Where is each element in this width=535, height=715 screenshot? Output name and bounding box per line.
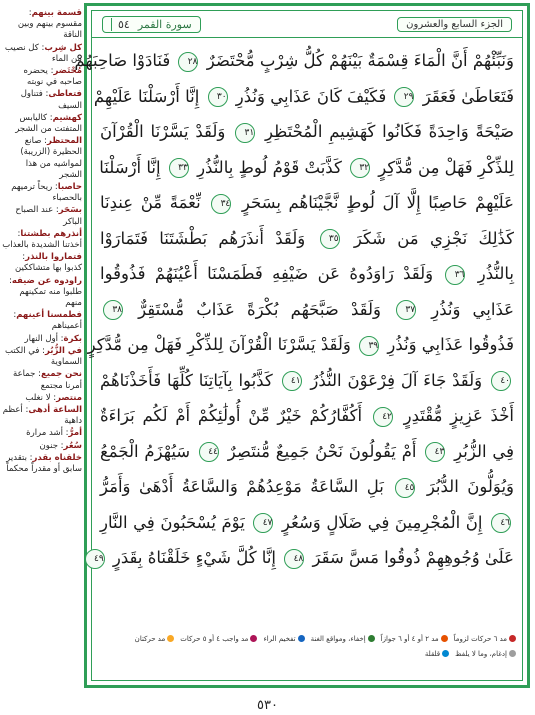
gloss-meaning: : أخذتنا الشديدة بالعذاب [2,228,82,251]
gloss-word: فتعاطى [48,89,82,100]
margin-gloss [2,43,82,65]
legend-label: مد واجب ٤ أو ٥ حركات [180,634,249,643]
ayah-number-marker: ٤٢ [373,407,393,427]
gloss-meaning: : بتقدير سابق أو مقدراً محكماً [6,452,82,474]
margin-gloss [2,393,82,404]
margin-gloss [2,405,82,427]
margin-gloss [2,205,82,227]
gloss-meaning: : طلبوا منه تمكينهم منهم [9,275,82,309]
gloss-word: فطمسنا أعينهم [16,310,82,321]
gloss-meaning: : في الكتب السماوية [5,345,82,368]
text-line [100,398,514,434]
gloss-meaning: : أعميناهم [13,310,82,332]
verse-text: وَلَقَدْ يَسَّرْنَا الْقُرْآنَ لِلذِّكْرِ فَهَلْ مِن مُّدَّكِرٍ [87,335,351,354]
legend-label: قلقلة [424,649,441,658]
quran-text [74,43,515,626]
verse-text: عَلَىٰ وُجُوهِهِمْ ذُوقُوا مَسَّ سَقَرَ [307,548,514,567]
verse-text: وَلَقَدْ يَسَّرْنَا الْقُرْآنَ [100,122,226,141]
verse-text: أَمْ يَقُولُونَ نَحْنُ جَمِيعٌ مُّنتَصِرٌ [221,441,417,461]
verse-text: فَذُوقُوا عَذَابِي وَنُذُرِ [382,335,514,354]
text-line [100,256,514,292]
verse-text: إِنَّا أَرْسَلْنَا عَلَيْهِمْ [93,86,200,106]
text-line [94,540,514,576]
gloss-meaning: : يحضره صاحبه في نوبته [23,66,82,88]
legend-item [455,650,516,658]
verse-text: فِي الزُّبُرِ [448,441,515,461]
gloss-word: فتماروا بالنذر [25,252,82,263]
legend-label: إدغام، وما لا يلفظ [455,649,507,658]
ayah-number-marker: ٣٩ [359,336,379,356]
verse-text: كَذَّبَتْ قَوْمُ لُوطٍ بِالنُّذُرِ [191,157,342,177]
legend-item [180,635,257,643]
ayah-number-marker: ٣٦ [445,265,465,285]
gloss-word: حاصبا [57,182,82,193]
verse-text: وَلَقَدْ أَنذَرَهُم بَطْشَتَنَا فَتَمَارَوْا [100,228,306,248]
margin-gloss [2,113,82,135]
margin-gloss [2,66,82,88]
tajweed-legend [98,634,516,658]
text-line [100,469,514,505]
gloss-meaning: : كذبوا بها متشاككين [15,252,82,274]
legend-color-dot [509,635,516,642]
ayah-number-marker: ٤٤ [199,442,219,462]
text-line [74,43,514,79]
verse-text: يَوْمَ يُسْحَبُونَ فِي النَّارِ [100,512,245,532]
text-line [100,363,514,399]
gloss-word: خلقناه بقدر [32,452,82,463]
verse-text: نِّعْمَةً مِّنْ عِندِنَا [100,193,201,212]
margin-gloss [2,276,82,310]
margin-gloss [2,252,82,274]
verse-text: وَلَقَدْ رَاوَدُوهُ عَن ضَيْفِهِ فَطَمَسْنَا أَعْيُنَهُمْ فَذُوقُوا [100,264,434,283]
ayah-number-marker: ٤٨ [284,549,304,569]
margin-gloss [2,136,82,181]
gloss-meaning: : أعظم داهية [2,404,82,427]
margin-gloss [2,453,82,475]
gloss-word: في الزُّبُر [45,345,82,356]
verse-text: أَكُفَّارُكُمْ خَيْرٌ مِّنْ أُولَٰئِكُمْ أَمْ لَكُم بَرَاءَةٌ [100,406,363,425]
ayah-number-marker: ٣٧ [396,300,416,320]
legend-item [454,635,516,643]
verse-text: كَذَٰلِكَ نَجْزِي مَن شَكَرَ [342,228,514,248]
gloss-word: سُعُر [63,440,82,451]
margin-gloss [2,346,82,368]
ayah-number-marker: ٣١ [235,123,255,143]
text-line [93,79,514,115]
ayah-number-marker: ٤١ [282,371,302,391]
ayah-number-marker: ٢٨ [178,52,198,72]
text-line [100,292,514,328]
ayah-number-marker: ٤٠ [491,371,511,391]
verse-text: وَنَبِّئْهُمْ أَنَّ الْمَاءَ قِسْمَةٌ بَيْنَهُمْ كُلُّ شِرْبٍ مُّحْتَضَرٌ [201,51,514,70]
verse-text: عَذَابِي وَنُذُرِ [419,299,514,319]
text-line [87,327,514,363]
inner-frame [74,10,523,681]
gloss-word: مُحْتَضر [53,66,82,77]
verse-text: كَذَّبُوا بِآيَاتِنَا كُلِّهَا فَأَخَذْنَاهُمْ [100,370,273,390]
legend-label: مد حركتان [134,634,166,643]
ayah-number-marker: ٤٩ [85,549,105,569]
margin-gloss [2,182,82,204]
gloss-word: بسَحَر [58,205,82,216]
verse-text: وَيُوَلُّونَ الدُّبُرَ [418,477,515,496]
gloss-meaning: : لا نغلب [25,392,57,403]
legend-label: مد ٢ أو ٤ أو ٦ جوازاً [380,634,439,643]
gloss-meaning: : أول النهار [24,333,64,344]
margin-gloss [2,310,82,332]
legend-color-dot [167,635,174,642]
margin-gloss [2,334,82,345]
gloss-word: المحتظر [47,136,82,147]
surah-name: سورة القمر [137,17,192,31]
verse-text: صَيْحَةً وَاحِدَةً فَكَانُوا كَهَشِيمِ الْمُحْتَظِرِ [258,122,514,141]
page-frame [74,3,530,688]
gloss-word: أنذرهم بطشتنا [20,228,82,239]
page-number: ٥٣٠ [257,698,278,713]
verse-text: وَلَقَدْ جَاءَ آلَ فِرْعَوْنَ النُّذُرُ [304,370,483,390]
gloss-word: منتصر [56,392,82,403]
text-line [100,505,514,541]
legend-color-dot [442,650,449,657]
ayah-number-marker: ٣٢ [350,158,370,178]
gloss-meaning: : صانع الحظيرة (الزريبة) لمواشيه من هذا الشجر [20,136,82,180]
gloss-meaning: : فتناول السيف [20,89,82,111]
text-line [100,221,514,257]
margin-glossary [2,8,82,698]
ayah-number-marker: ٤٣ [425,442,445,462]
verse-text: إِنَّ الْمُجْرِمِينَ فِي ضَلَالٍ وَسُعُرٍ [276,512,483,532]
gloss-meaning: : جنون [39,440,64,451]
legend-color-dot [250,635,257,642]
gloss-word: كل شِرب [44,42,82,53]
verse-text: لِلذِّكْرِ فَهَلْ مِن مُّدَّكِرٍ [373,157,514,177]
verse-text: عَلَيْهِمْ حَاصِبًا إِلَّا آلَ لُوطٍ نَّجَّيْنَاهُم بِسَحَرٍ [234,193,514,212]
verse-text: وَلَقَدْ صَبَّحَهُم بُكْرَةً عَذَابٌ مُّسْتَقِرٌّ [126,299,381,319]
verse-text: سَيُهْزَمُ الْجَمْعُ [100,441,191,461]
ayah-number-marker: ٢٩ [394,87,414,107]
gloss-word: نحن جميع [40,369,82,380]
legend-item [135,635,175,643]
margin-gloss [2,369,82,391]
surah-label [102,16,201,33]
gloss-meaning: : كاليابس المتفتت من الشجر [15,112,82,135]
gloss-meaning: : عند الصباح الباكر [15,205,82,227]
text-line [100,150,514,186]
ayah-number-marker: ٣٤ [211,194,231,214]
verse-text: بِالنُّذُرِ [468,264,515,283]
verse-text: إِنَّا أَرْسَلْنَا [99,157,161,177]
verse-text: بَلِ السَّاعَةُ مَوْعِدُهُمْ وَالسَّاعَةُ أَدْهَىٰ وَأَمَرُّ [100,477,384,496]
legend-label: تفخيم الراء [263,634,296,643]
gloss-meaning: : أشد مرارة [26,428,69,439]
ayah-number-marker: ٤٧ [253,513,273,533]
legend-color-dot [298,635,305,642]
legend-color-dot [509,650,516,657]
legend-item [311,635,375,643]
text-line [100,114,514,150]
ayah-number-marker: ٤٥ [395,478,415,498]
gloss-meaning: : ريحاً ترميهم بالحصباء [11,182,82,204]
legend-label: إخفاء، ومواقع الغنة [310,634,366,643]
gloss-meaning: : جماعة أمرنا مجتمع [13,369,82,391]
page-header [92,11,522,38]
legend-item [381,635,448,643]
gloss-word: قسمة بينهم [31,8,82,18]
text-line [100,185,514,221]
legend-color-dot [441,635,448,642]
ayah-number-marker: ٣٥ [320,229,340,249]
gloss-word: بكرة [63,333,82,344]
juz-label: الجزء السابع والعشرون [397,17,512,32]
legend-color-dot [368,635,375,642]
ayah-number-marker: ٤٦ [491,513,511,533]
gloss-meaning: : مقسوم بينهم وبين الناقة [17,8,82,41]
legend-label: مد ٦ حركات لزوماً [453,634,507,643]
gloss-word: كهشيم [52,112,82,123]
ayah-number-marker: ٣٣ [169,158,189,178]
surah-number: ٥٤ [111,18,130,31]
ayah-number-marker: ٣٨ [103,300,123,320]
gloss-word: أمرُّ [68,428,82,439]
margin-gloss [2,8,82,42]
margin-gloss [2,428,82,439]
ayah-number-marker: ٣٠ [208,87,228,107]
text-line [100,434,514,470]
verse-text: إِنَّا كُلَّ شَيْءٍ خَلَقْنَاهُ بِقَدَرٍ [107,548,277,567]
gloss-word: راودوه عن ضيفه [11,275,82,286]
margin-gloss [2,89,82,111]
gloss-word: الساعة أدهى [28,404,82,415]
margin-gloss [2,229,82,251]
legend-item [263,635,304,643]
verse-text: فَنَادَوْا صَاحِبَهُمْ [74,51,171,70]
verse-text: أَخْذَ عَزِيزٍ مُّقْتَدِرٍ [395,406,515,425]
verse-text: فَكَيْفَ كَانَ عَذَابِي وَنُذُرِ [230,86,387,106]
gloss-meaning: : كل نصيب من الماء [4,42,82,64]
verse-text: فَتَعَاطَىٰ فَعَقَرَ [417,86,514,106]
legend-item [425,650,449,658]
margin-gloss [2,441,82,452]
